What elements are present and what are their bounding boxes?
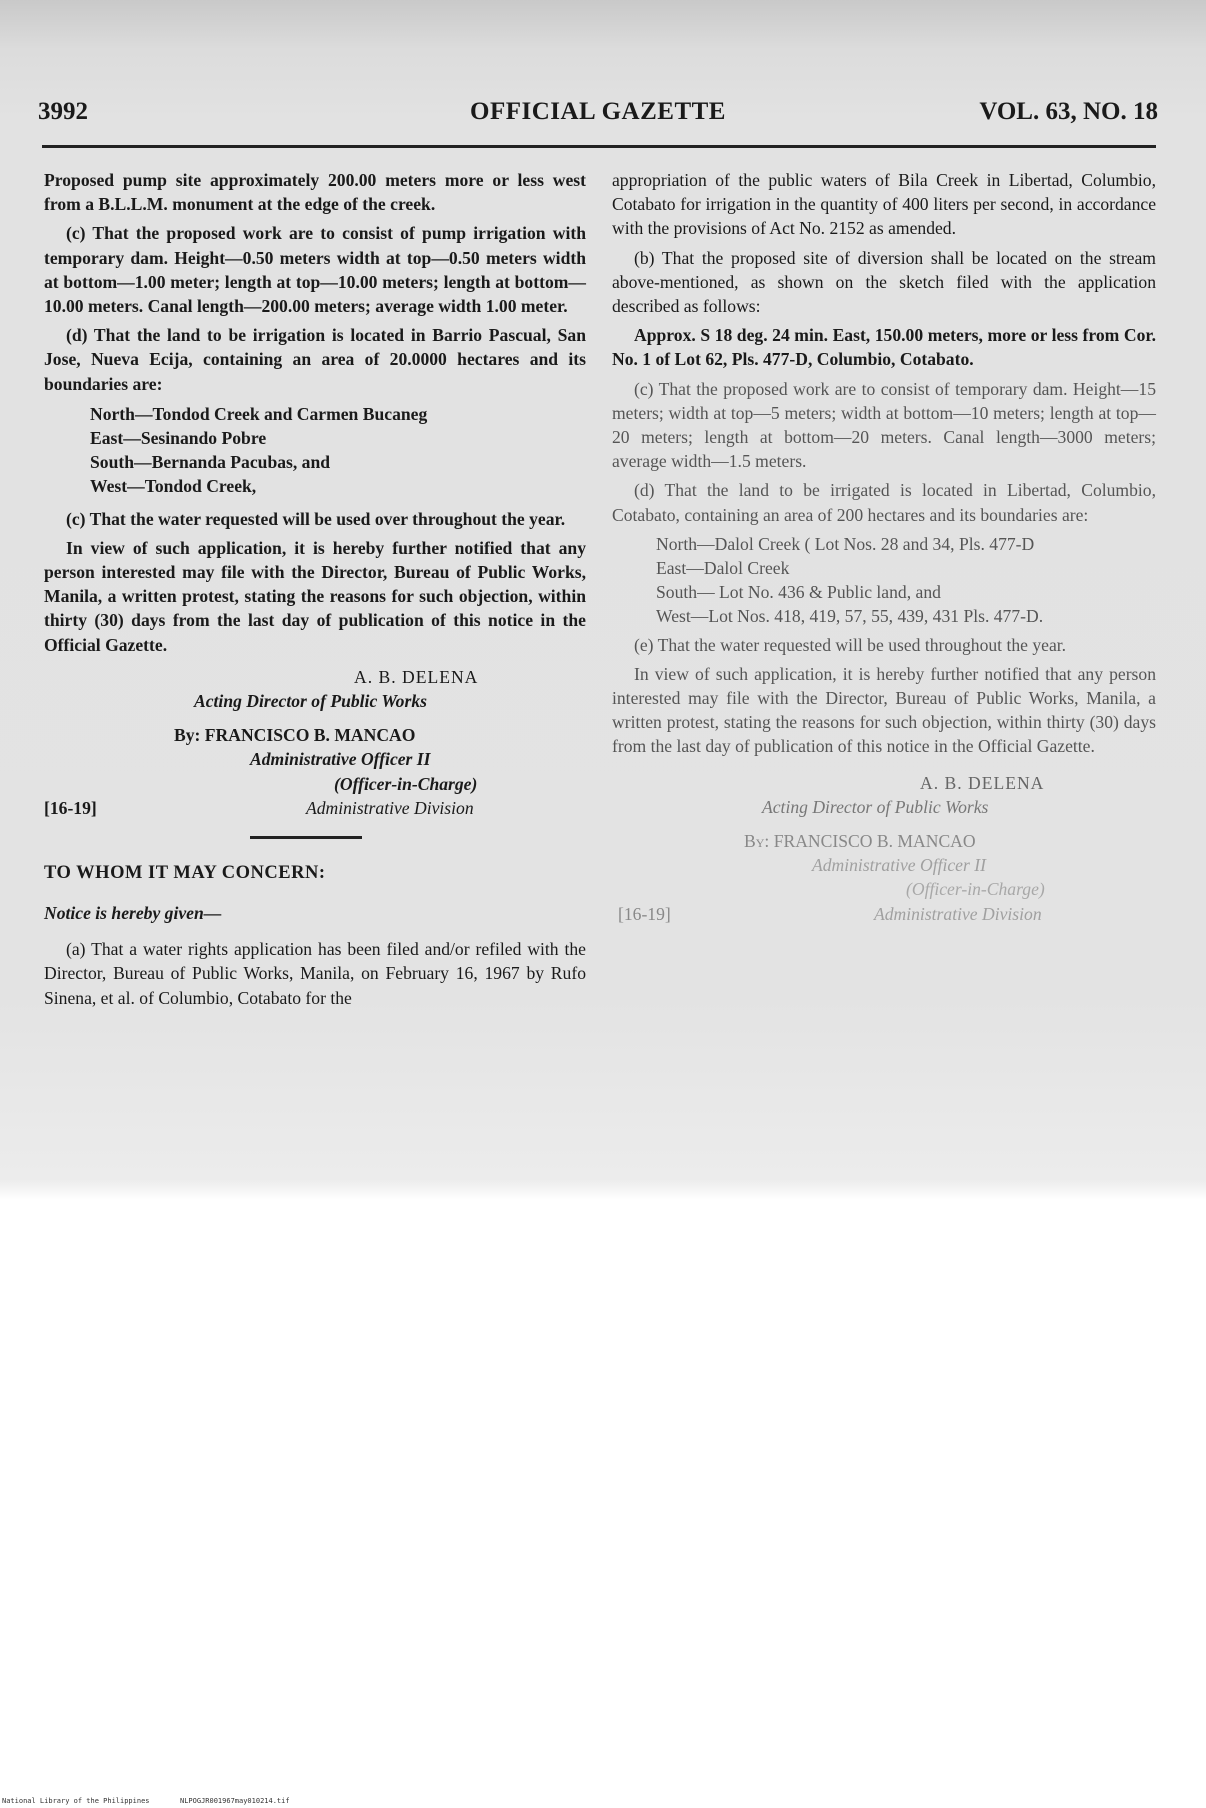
by-name: FRANCISCO B. MANCAO [773, 831, 976, 852]
publication-title: OFFICIAL GAZETTE [470, 98, 726, 125]
paragraph: In view of such application, it is hereby further notified that any person interested may file with the Director, Bureau of Public Works, Manila, a written protest, stating the reasons for such objection, within thirty (30) days from the last day of publication of this notice in the Official Gazette. [44, 537, 586, 655]
paragraph: In view of such application, it is hereby further notified that any person interested may file with the Director, Bureau of Public Works, Manila, a written protest, stating the reasons for such objection, within thirty (30) days from the last day of publication of this notice in the Official Gazette. [612, 663, 1156, 757]
boundary-item: North—Dalol Creek ( Lot Nos. 28 and 34, Pls. 477-D [656, 533, 1035, 554]
left-column [44, 168, 586, 1015]
signature-footer [612, 902, 1156, 926]
signed-by [744, 829, 1156, 853]
signatory-role: (Officer-in-Charge) [906, 879, 1045, 900]
page-header [38, 98, 1158, 138]
paragraph: (d) That the land to be irrigation is located in Barrio Pascual, San Jose, Nueva Ecija, containing an area of 20.0000 hectares and its boundaries are: [44, 325, 586, 394]
volume-number: VOL. 63, NO. 18 [979, 98, 1158, 125]
signatory-division: Administrative Division [874, 903, 1042, 924]
paragraph: (c) That the water requested will be used over throughout the year. [66, 508, 566, 529]
paragraph: Approx. S 18 deg. 24 min. East, 150.00 meters, more or less from Cor. No. 1 of Lot 62, Pls. 477-D, Columbio, Cotabato. [612, 325, 1156, 370]
boundary-item: South—Bernanda Pacubas, and [90, 452, 331, 473]
signature-block [44, 665, 586, 820]
paragraph: (d) That the land to be irrigated is located in Libertad, Columbio, Cotabato, containing an area of 200 hectares and its boundaries are: [612, 480, 1156, 525]
boundary-item: West—Tondod Creek, [90, 476, 257, 497]
library-credit: National Library of the Philippines [2, 1797, 150, 1805]
page-number: 3992 [38, 98, 88, 125]
paragraph: (c) That the proposed work are to consist of temporary dam. Height—15 meters; width at top—5 meters; width at bottom—10 meters; length at top—20 meters; length at bottom—20 meters. Canal length—3000 meters; average width—1.5 meters. [612, 378, 1156, 472]
paragraph: (c) That the proposed work are to consist of pump irrigation with temporary dam. Height—0.50 meters width at top—0.50 meters width at bottom—1.00 meter; length at top—10.00 meters; length at bottom—10.00 meters. Canal length—200.00 meters; average width 1.00 meter. [44, 223, 586, 317]
scan-footer [0, 1796, 1206, 1808]
boundaries-list [612, 532, 1156, 629]
boundary-item: East—Dalol Creek [656, 558, 790, 579]
section-divider [250, 836, 362, 839]
boundaries-list [90, 402, 586, 499]
signatory-position: Administrative Officer II [250, 749, 431, 770]
signatory-title: Acting Director of Public Works [194, 691, 427, 712]
signatory-role: (Officer-in-Charge) [334, 773, 478, 794]
right-column [612, 168, 1156, 926]
signatory-title: Acting Director of Public Works [762, 796, 989, 817]
signed-by [174, 723, 586, 747]
boundary-item: West—Lot Nos. 418, 419, 57, 55, 439, 431 Pls. 477-D. [656, 606, 1044, 627]
header-rule [42, 145, 1156, 148]
signatory-position: Administrative Officer II [812, 855, 986, 876]
by-label: By: [174, 725, 201, 746]
signatory-name: A. B. DELENA [354, 666, 479, 687]
boundary-item: South— Lot No. 436 & Public land, and [656, 582, 941, 603]
boundary-item: East—Sesinando Pobre [90, 428, 267, 449]
by-name: FRANCISCO B. MANCAO [204, 725, 416, 746]
by-label: By: [744, 831, 770, 852]
boundary-item: North—Tondod Creek and Carmen Bucaneg [90, 403, 428, 424]
paragraph: Proposed pump site approximately 200.00 meters more or less west from a B.L.L.M. monument at the edge of the creek. [44, 170, 586, 215]
signatory-name: A. B. DELENA [920, 772, 1045, 793]
notice-heading: Notice is hereby given— [44, 903, 222, 924]
signature-footer [44, 796, 586, 820]
signature-block [612, 771, 1156, 926]
issue-code: [16-19] [44, 797, 97, 818]
paragraph: (e) That the water requested will be used throughout the year. [634, 634, 1067, 655]
scan-filename: NLPOGJR001967may010214.tif [180, 1797, 290, 1805]
issue-code: [16-19] [618, 903, 671, 924]
paragraph: (b) That the proposed site of diversion shall be located on the stream above-mentioned, as shown on the sketch filed with the application described as follows: [612, 247, 1156, 317]
paragraph: appropriation of the public waters of Bila Creek in Libertad, Columbio, Cotabato for irrigation in the quantity of 400 liters per second, in accordance with the provisions of Act No. 2152 as amended. [612, 170, 1156, 239]
section-heading: TO WHOM IT MAY CONCERN: [44, 862, 326, 883]
paragraph: (a) That a water rights application has been filed and/or refiled with the Director, Bureau of Public Works, Manila, on February 16, 1967 by Rufo Sinena, et al. of Columbio, Cotabato for the [44, 939, 586, 1008]
signatory-division: Administrative Division [306, 797, 474, 818]
